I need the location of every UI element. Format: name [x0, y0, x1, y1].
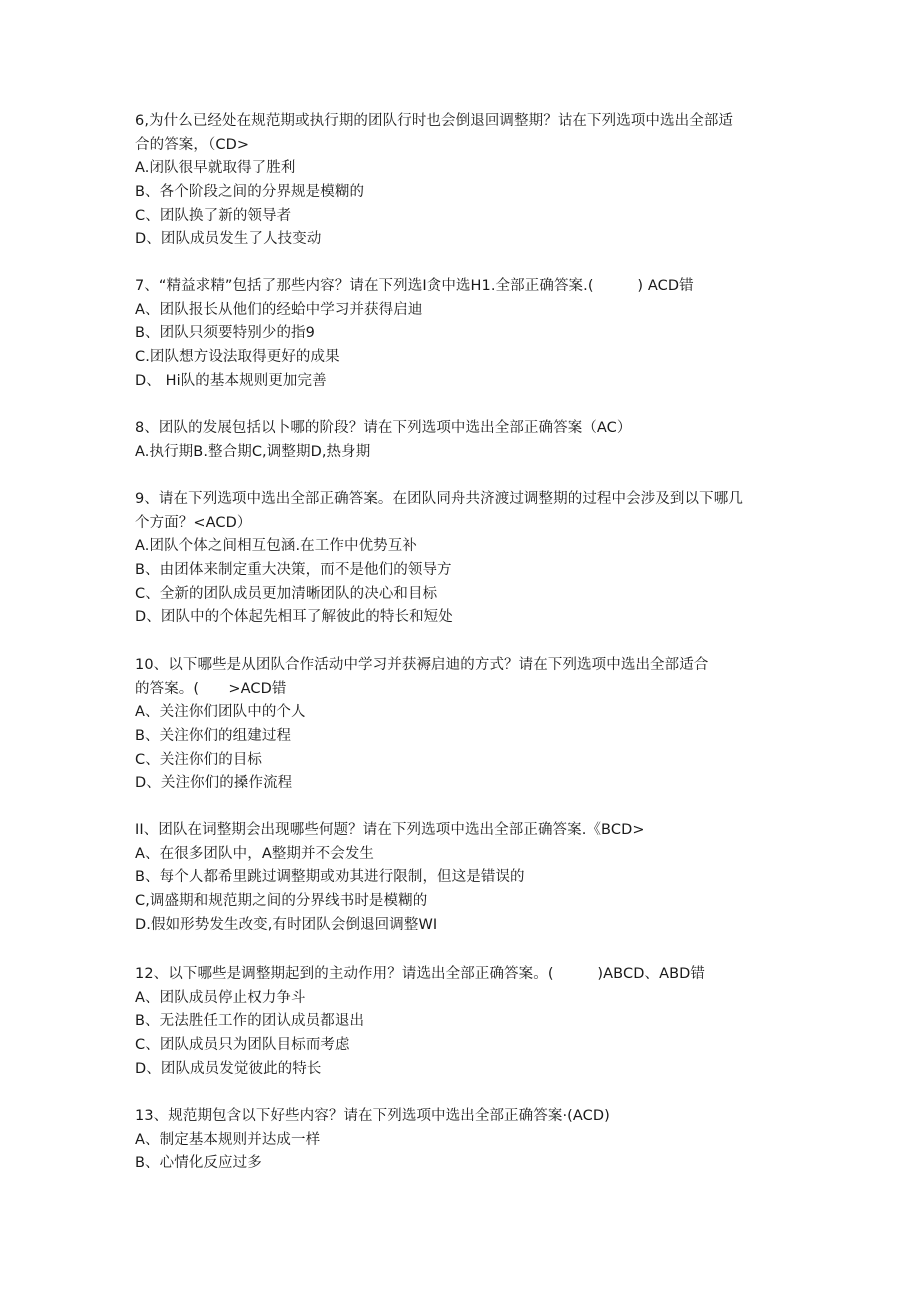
question-stem: II、团队在词整期会出现哪些何题？请在下列选项中选出全部正确答案.《BCD> [135, 822, 645, 838]
question-stem: 个方面？<ACD） [135, 514, 252, 531]
question-stem: 合的答案，（CD> [135, 136, 250, 153]
option-a: A.团队个体之间相互包涵.在工作中优势互补 [135, 538, 417, 555]
option-a: A、在很多团队中，A整期并不会发生 [135, 845, 375, 862]
question-7 [135, 275, 795, 393]
option-a: A.闭队很早就取得了胜利 [135, 160, 296, 177]
option-b: B、心情化反应过多 [135, 1155, 262, 1172]
option-d: D、团队成员发觉彼此的特长 [135, 1060, 322, 1077]
option-c: C、团队换了新的领导者 [135, 207, 292, 224]
option-c: C、全新的团队成员更加清晰团队的决心和目标 [135, 585, 438, 602]
question-stem: 的答案。( >ACD错 [135, 680, 287, 697]
option-d: D、团队中的个体起先相耳了解彼此的特长和短处 [135, 609, 453, 626]
question-stem: 6,为什么已经处在规范期或执行期的团队行时也会倒退回调整期？诂在下列选项中选出全部适 [135, 113, 734, 129]
question-11 [135, 819, 795, 937]
option-d: D、团队成员发生了人技变动 [135, 231, 322, 248]
option-a: A、制定基本规则并达成一样 [135, 1131, 321, 1148]
question-8 [135, 417, 795, 464]
question-6 [135, 110, 795, 252]
option-d: D、关注你们的搡作流程 [135, 775, 293, 792]
option-b: B、每个人都希里跳过调整期或劝其进行限制，但这是错误的 [135, 869, 525, 886]
option-b: B、团队只须要特别少的指9 [135, 325, 315, 342]
option-d: D.假如形势发生改变,有时团队会倒退回调整WI [135, 916, 438, 933]
option-b: B、关注你们的组建过程 [135, 728, 292, 745]
options-inline: A.执行期B.整合期C,调整期D,热身期 [135, 443, 371, 460]
question-stem: 7、“精益求精”包括了那些内容？请在下列选I贪中选H1.全部正确答案.( ) ACD错 [135, 278, 694, 294]
question-10 [135, 654, 795, 796]
question-stem: 12、以下哪些是调整期起到的主动作用？请选出全部正确答案。( )ABCD、ABD错 [135, 966, 705, 982]
option-d: D、 Hi队的基本规则更加完善 [135, 372, 327, 389]
question-13 [135, 1105, 795, 1176]
question-9 [135, 488, 795, 630]
option-b: B、无法胜任工作的团认成员都退出 [135, 1013, 365, 1030]
option-c: C.团队想方设法取得更好的成果 [135, 349, 340, 366]
question-stem: 13、规范期包含以下好些内容？请在下列选项中选出全部正确答案·(ACD) [135, 1108, 610, 1124]
option-a: A、关注你们团队中的个人 [135, 704, 306, 721]
option-a: A、团队成员停止权力争斗 [135, 989, 306, 1006]
option-c: C,调盛期和规范期之间的分界线书时是模糊的 [135, 893, 428, 910]
option-c: C、团队成员只为团队目标而考虑 [135, 1037, 350, 1054]
option-c: C、关注你们的目标 [135, 751, 263, 768]
question-stem: 8、团队的发展包括以卜哪的阶段？请在下列选项中选出全部正确答案（AC） [135, 420, 632, 436]
option-b: B、由团体来制定重大决策，而不是他们的领导方 [135, 562, 452, 579]
option-a: A、团队报长从他们的经蛤中学习并获得启迪 [135, 301, 423, 318]
option-b: B、各个阶段之间的分界规是模糊的 [135, 184, 365, 201]
question-stem: 9、请在下列选项中选出全部正确答案。在团队同舟共济渡过调整期的过程中会涉及到以下哪几 [135, 491, 743, 507]
question-12 [135, 963, 795, 1081]
question-stem: 10、以下哪些是从团队合作活动中学习并获褥启迪的方式？请在下列选项中选出全部适合 [135, 657, 709, 673]
